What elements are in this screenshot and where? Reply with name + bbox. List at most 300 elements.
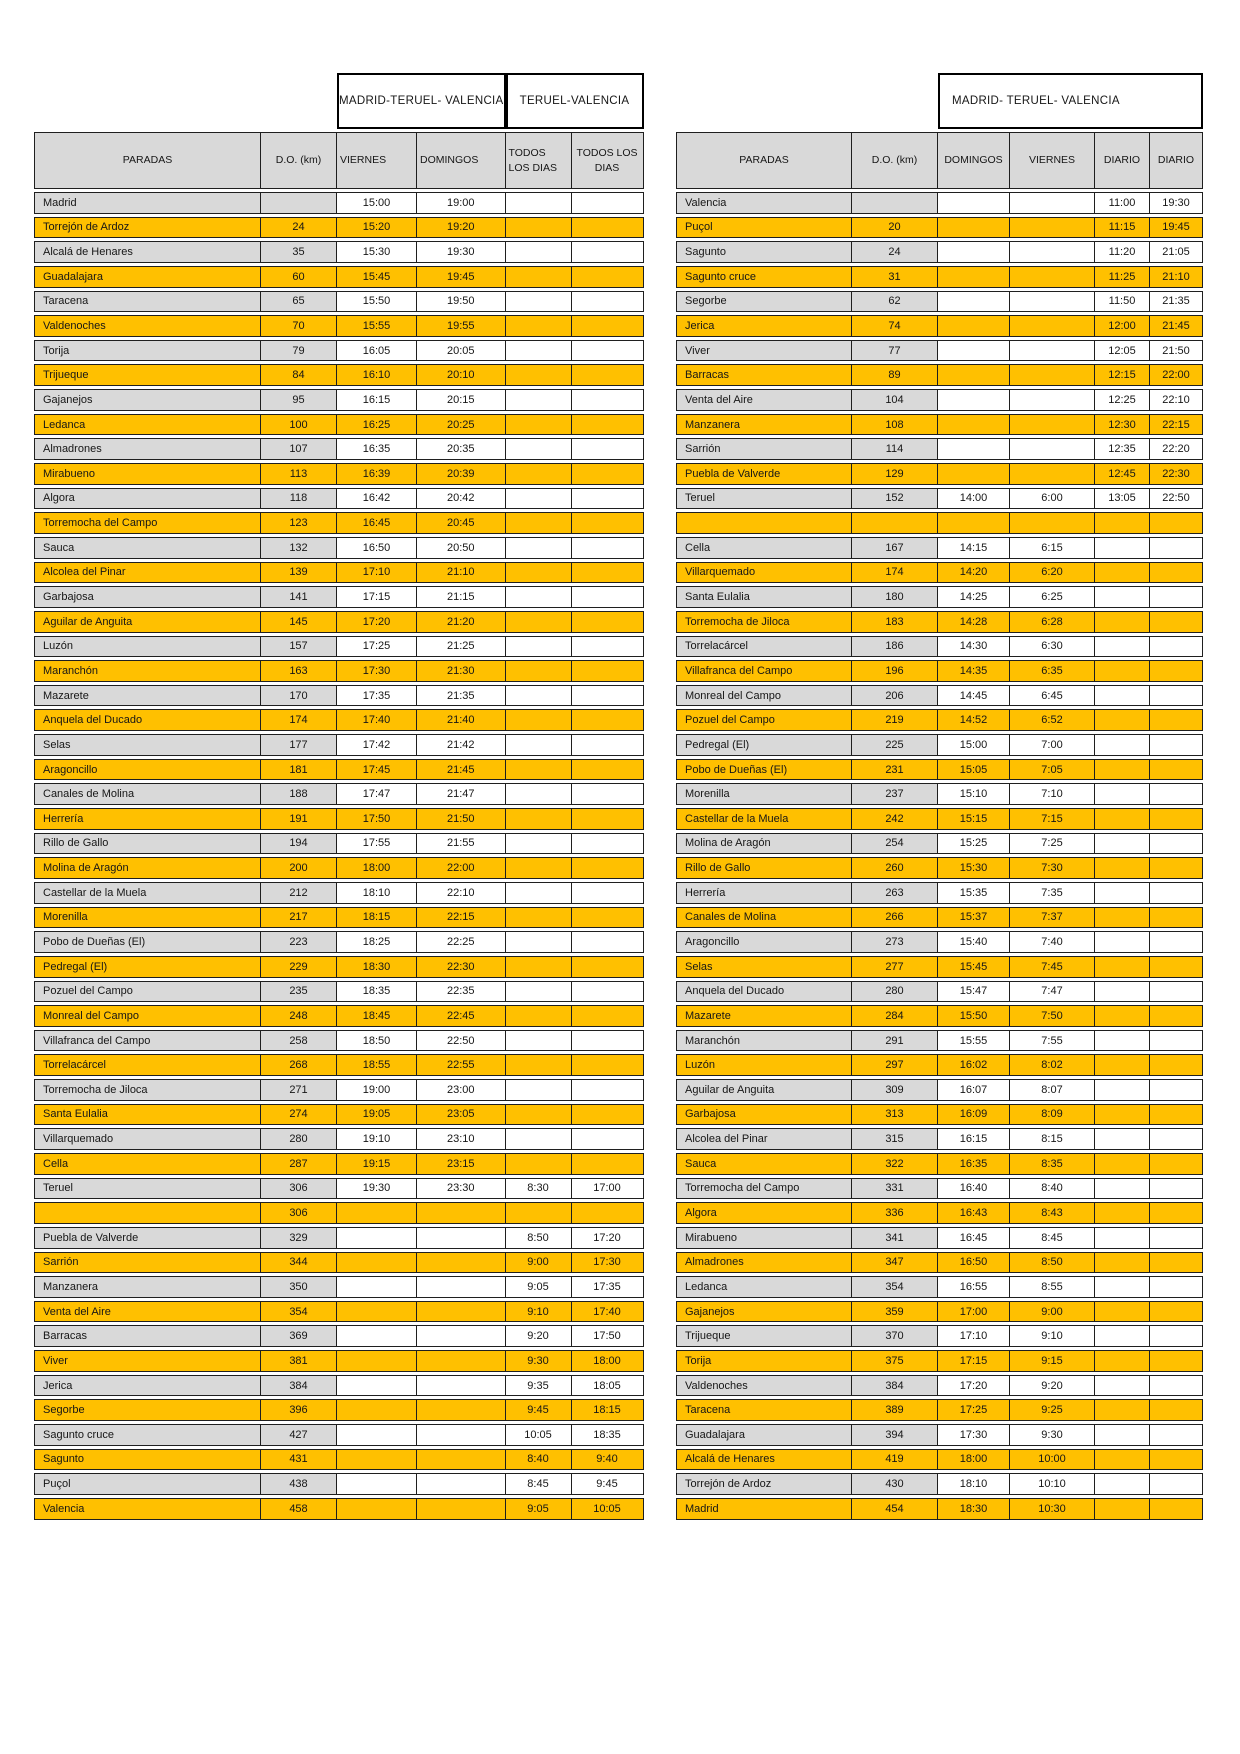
time-cell [572,833,644,855]
stop-cell: Teruel [676,488,852,510]
time-cell: 12:45 [1095,463,1150,485]
time-cell: 21:42 [417,734,506,756]
table-row [676,1350,1203,1372]
km-cell: 183 [852,611,938,633]
table-row [34,537,644,559]
time-cell: 19:00 [417,192,506,214]
time-cell: 15:55 [337,315,417,337]
stop-cell: Torrelacárcel [34,1054,261,1076]
column-header-paradas: PARADAS [34,132,261,189]
time-cell [1150,1325,1203,1347]
time-cell [1095,1054,1150,1076]
time-cell: 17:30 [337,660,417,682]
stop-cell: Anquela del Ducado [34,709,261,731]
table-row [34,636,644,658]
time-cell [938,340,1010,362]
time-cell [1150,1054,1203,1076]
time-cell [506,488,572,510]
direction-header: TERUEL-VALENCIA [506,73,644,129]
time-cell: 15:37 [938,907,1010,929]
time-cell [572,1104,644,1126]
time-cell [337,1473,417,1495]
time-cell: 18:15 [572,1399,644,1421]
time-cell: 17:40 [337,709,417,731]
column-header-todos-los-dias: TODOS LOS DIAS [572,132,644,189]
stop-cell: Aragoncillo [676,931,852,953]
time-cell: 18:55 [337,1054,417,1076]
time-cell [572,217,644,239]
table-row [676,266,1203,288]
time-cell [1150,1276,1203,1298]
time-cell [506,340,572,362]
time-cell [572,315,644,337]
km-cell: 341 [852,1227,938,1249]
km-cell: 157 [261,636,337,658]
time-cell [1150,1153,1203,1175]
time-cell: 10:10 [1010,1473,1095,1495]
km-cell: 79 [261,340,337,362]
km-cell: 359 [852,1301,938,1323]
table-row [34,1424,644,1446]
time-cell [572,241,644,263]
time-cell: 17:00 [938,1301,1010,1323]
time-cell: 22:25 [417,931,506,953]
time-cell: 18:25 [337,931,417,953]
stop-cell: Torija [676,1350,852,1372]
stop-cell: Anquela del Ducado [676,981,852,1003]
time-cell: 9:25 [1010,1399,1095,1421]
time-cell: 6:28 [1010,611,1095,633]
km-cell: 430 [852,1473,938,1495]
time-cell: 22:30 [417,956,506,978]
stop-cell: Selas [34,734,261,756]
time-cell [1150,1350,1203,1372]
km-cell: 350 [261,1276,337,1298]
km-cell [261,192,337,214]
time-cell [572,709,644,731]
km-cell: 145 [261,611,337,633]
stop-cell: Monreal del Campo [34,1005,261,1027]
column-header-row [34,132,644,189]
time-cell: 9:10 [1010,1325,1095,1347]
km-cell: 223 [261,931,337,953]
time-cell [1150,1104,1203,1126]
table-row [34,315,644,337]
table-row [676,1325,1203,1347]
stop-cell: Herrería [676,882,852,904]
stop-cell: Sauca [676,1153,852,1175]
time-cell [1095,512,1150,534]
km-cell: 60 [261,266,337,288]
stop-cell: Valdenoches [676,1375,852,1397]
table-row [34,1153,644,1175]
time-cell: 19:00 [337,1079,417,1101]
stop-cell: Cella [676,537,852,559]
time-cell [417,1399,506,1421]
time-cell: 15:00 [938,734,1010,756]
time-cell: 14:20 [938,562,1010,584]
stop-cell: Pobo de Dueñas (El) [34,931,261,953]
time-cell [938,217,1010,239]
table-row [676,217,1203,239]
time-cell: 17:10 [337,562,417,584]
time-cell [506,463,572,485]
table-row [676,907,1203,929]
timetable-valencia-teruel-madrid [676,70,1203,1523]
stop-cell: Venta del Aire [676,389,852,411]
time-cell: 21:10 [1150,266,1203,288]
header-spacer [34,73,337,129]
time-cell: 14:45 [938,685,1010,707]
time-cell [506,537,572,559]
stop-cell: Jerica [676,315,852,337]
time-cell [1095,783,1150,805]
column-header-row [676,132,1203,189]
time-cell: 6:35 [1010,660,1095,682]
table-row [34,1104,644,1126]
km-cell: 280 [852,981,938,1003]
time-cell [938,364,1010,386]
stop-cell: Pobo de Dueñas (El) [676,759,852,781]
time-cell: 6:20 [1010,562,1095,584]
time-cell: 17:45 [337,759,417,781]
stop-cell: Rillo de Gallo [34,833,261,855]
stop-cell: Puebla de Valverde [676,463,852,485]
time-cell: 22:35 [417,981,506,1003]
time-cell [1010,291,1095,313]
time-cell: 21:05 [1150,241,1203,263]
column-header-domingos: DOMINGOS [938,132,1010,189]
table-row [34,586,644,608]
time-cell [938,389,1010,411]
time-cell: 21:25 [417,636,506,658]
time-cell [572,907,644,929]
time-cell: 7:00 [1010,734,1095,756]
time-cell [1095,759,1150,781]
stop-cell: Venta del Aire [34,1301,261,1323]
stop-cell: Manzanera [676,414,852,436]
km-cell: 384 [852,1375,938,1397]
time-cell: 22:45 [417,1005,506,1027]
time-cell: 14:25 [938,586,1010,608]
stop-cell: Villarquemado [34,1128,261,1150]
time-cell: 16:40 [938,1178,1010,1200]
time-cell: 17:50 [572,1325,644,1347]
time-cell: 22:15 [1150,414,1203,436]
time-cell: 8:55 [1010,1276,1095,1298]
time-cell [1150,1079,1203,1101]
table-row [676,1473,1203,1495]
time-cell [1095,808,1150,830]
time-cell [1095,734,1150,756]
table-row [34,1030,644,1052]
time-cell: 14:15 [938,537,1010,559]
stop-cell: Torrejón de Ardoz [676,1473,852,1495]
time-cell [1150,907,1203,929]
time-cell [572,685,644,707]
time-cell [506,931,572,953]
time-cell [1150,611,1203,633]
time-cell: 10:05 [572,1498,644,1520]
time-cell [572,192,644,214]
stop-cell: Aragoncillo [34,759,261,781]
time-cell [1010,364,1095,386]
table-row [676,1153,1203,1175]
time-cell: 8:15 [1010,1128,1095,1150]
time-cell [417,1350,506,1372]
time-cell [1150,1030,1203,1052]
time-cell [1095,981,1150,1003]
time-cell: 15:45 [337,266,417,288]
km-cell: 329 [261,1227,337,1249]
time-cell: 21:45 [1150,315,1203,337]
time-cell [506,1202,572,1224]
time-cell: 19:30 [337,1178,417,1200]
table-row [676,857,1203,879]
time-cell: 16:10 [337,364,417,386]
km-cell: 180 [852,586,938,608]
time-cell: 19:10 [337,1128,417,1150]
column-header-d-o-km: D.O. (km) [852,132,938,189]
km-cell: 306 [261,1202,337,1224]
table-row [676,1449,1203,1471]
time-cell [572,1054,644,1076]
time-cell: 18:10 [337,882,417,904]
table-row [676,611,1203,633]
km-cell: 174 [852,562,938,584]
time-cell [572,981,644,1003]
stop-cell [676,512,852,534]
time-cell: 22:10 [417,882,506,904]
time-cell [572,266,644,288]
km-cell: 431 [261,1449,337,1471]
km-cell: 118 [261,488,337,510]
time-cell [572,340,644,362]
time-cell: 14:00 [938,488,1010,510]
stop-cell: Algora [34,488,261,510]
time-cell: 16:55 [938,1276,1010,1298]
time-cell: 11:00 [1095,192,1150,214]
stop-cell: Sarrión [676,438,852,460]
stop-cell: Pozuel del Campo [676,709,852,731]
time-cell [572,562,644,584]
stop-cell: Maranchón [34,660,261,682]
time-cell [506,1030,572,1052]
time-cell: 11:20 [1095,241,1150,263]
stop-cell: Pozuel del Campo [34,981,261,1003]
table-row [34,340,644,362]
time-cell [572,857,644,879]
stop-cell: Sagunto [676,241,852,263]
time-cell [1010,463,1095,485]
time-cell [1150,882,1203,904]
km-cell: 191 [261,808,337,830]
km-cell: 113 [261,463,337,485]
time-cell [572,1128,644,1150]
time-cell [1150,660,1203,682]
time-cell: 12:35 [1095,438,1150,460]
km-cell: 114 [852,438,938,460]
km-cell: 95 [261,389,337,411]
time-cell [1095,1227,1150,1249]
time-cell: 16:39 [337,463,417,485]
time-cell: 8:09 [1010,1104,1095,1126]
time-cell: 23:30 [417,1178,506,1200]
time-cell: 7:55 [1010,1030,1095,1052]
table-row [676,1276,1203,1298]
time-cell: 14:35 [938,660,1010,682]
time-cell [938,192,1010,214]
time-cell [938,315,1010,337]
time-cell: 14:28 [938,611,1010,633]
time-cell [1150,512,1203,534]
table-row [676,192,1203,214]
stop-cell: Puebla de Valverde [34,1227,261,1249]
time-cell: 16:09 [938,1104,1010,1126]
table-row [676,1202,1203,1224]
stop-cell: Pedregal (El) [676,734,852,756]
time-cell: 22:50 [1150,488,1203,510]
time-cell: 17:10 [938,1325,1010,1347]
time-cell [1150,537,1203,559]
time-cell [506,438,572,460]
time-cell [506,709,572,731]
time-cell: 6:45 [1010,685,1095,707]
stop-cell: Luzón [34,636,261,658]
km-cell: 322 [852,1153,938,1175]
table-row [676,1424,1203,1446]
km-cell: 291 [852,1030,938,1052]
time-cell [572,364,644,386]
stop-cell: Sauca [34,537,261,559]
stop-cell: Manzanera [34,1276,261,1298]
km-cell: 24 [852,241,938,263]
time-cell [1150,956,1203,978]
km-cell: 139 [261,562,337,584]
table-row [34,660,644,682]
time-cell: 14:52 [938,709,1010,731]
time-cell: 16:50 [337,537,417,559]
table-row [34,1498,644,1520]
table-row [676,882,1203,904]
table-row [34,1079,644,1101]
stop-cell: Taracena [676,1399,852,1421]
time-cell [1010,192,1095,214]
time-cell [1095,1473,1150,1495]
time-cell [1095,537,1150,559]
time-cell: 17:20 [938,1375,1010,1397]
time-cell [417,1325,506,1347]
km-cell: 309 [852,1079,938,1101]
time-cell [337,1227,417,1249]
stop-cell: Trijueque [34,364,261,386]
km-cell: 170 [261,685,337,707]
time-cell: 10:05 [506,1424,572,1446]
stop-cell: Mazarete [676,1005,852,1027]
time-cell [572,1202,644,1224]
time-cell [572,1030,644,1052]
time-cell [1150,981,1203,1003]
timetable-madrid-teruel-valencia [34,70,644,1523]
km-cell: 104 [852,389,938,411]
table-row [676,1128,1203,1150]
time-cell [1150,1473,1203,1495]
stop-cell: Mirabueno [34,463,261,485]
time-cell: 21:35 [1150,291,1203,313]
stop-cell: Morenilla [676,783,852,805]
km-cell: 273 [852,931,938,953]
time-cell [506,414,572,436]
time-cell [417,1276,506,1298]
time-cell [1150,759,1203,781]
stop-cell: Torremocha del Campo [34,512,261,534]
time-cell: 20:39 [417,463,506,485]
table-row [34,1399,644,1421]
km-cell: 297 [852,1054,938,1076]
km-cell: 174 [261,709,337,731]
stop-cell: Molina de Aragón [34,857,261,879]
table-row [34,734,644,756]
stop-cell: Cella [34,1153,261,1175]
km-cell: 277 [852,956,938,978]
time-cell: 18:00 [572,1350,644,1372]
table-row [676,512,1203,534]
time-cell [572,512,644,534]
table-row [34,1227,644,1249]
time-cell [506,291,572,313]
table-row [34,1005,644,1027]
time-cell [1150,833,1203,855]
table-row [34,907,644,929]
time-cell [938,241,1010,263]
time-cell: 18:10 [938,1473,1010,1495]
table-row [676,1498,1203,1520]
time-cell [1095,709,1150,731]
table-row [34,512,644,534]
time-cell [506,1054,572,1076]
table-row [676,709,1203,731]
table-row [34,1325,644,1347]
time-cell [1150,1252,1203,1274]
time-cell [1150,1128,1203,1150]
km-cell: 347 [852,1252,938,1274]
stop-cell: Gajanejos [34,389,261,411]
km-cell: 89 [852,364,938,386]
time-cell: 16:43 [938,1202,1010,1224]
table-row [676,241,1203,263]
time-cell [572,389,644,411]
table-row [34,438,644,460]
table-row [34,1054,644,1076]
time-cell: 8:50 [506,1227,572,1249]
time-cell [417,1301,506,1323]
time-cell [506,1128,572,1150]
time-cell: 17:25 [938,1399,1010,1421]
table-row [676,1104,1203,1126]
time-cell [1095,1202,1150,1224]
table-row [676,463,1203,485]
km-cell: 287 [261,1153,337,1175]
time-cell [1150,1301,1203,1323]
stop-cell: Madrid [676,1498,852,1520]
time-cell [506,734,572,756]
km-cell: 237 [852,783,938,805]
table-row [34,192,644,214]
time-cell [506,636,572,658]
time-cell: 15:00 [337,192,417,214]
table-row [676,1079,1203,1101]
km-cell: 70 [261,315,337,337]
